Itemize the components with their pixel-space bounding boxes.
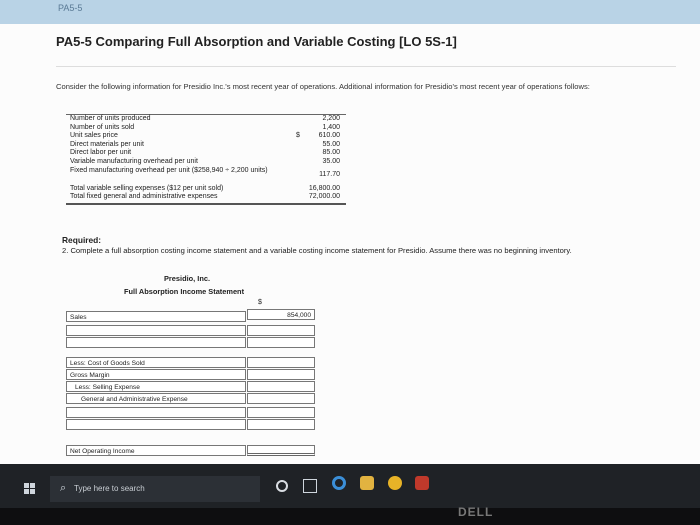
statement-row — [66, 381, 316, 393]
task-view-icon[interactable] — [303, 479, 317, 493]
statement-value-input[interactable] — [247, 393, 315, 404]
row-label: Number of units sold — [70, 123, 135, 131]
row-value: 610.00 — [318, 132, 340, 140]
page-title: PA5-5 Comparing Full Absorption and Variable Costing [LO 5S-1] — [56, 34, 457, 49]
row-label: Fixed manufacturing overhead per unit ($258,940 ÷ 2,200 units) — [70, 166, 268, 174]
statement-row — [66, 393, 316, 405]
sales-value-input[interactable]: 854,000 — [247, 309, 315, 320]
statement-label-input[interactable]: Net Operating Income — [66, 445, 246, 456]
statement-label-input[interactable]: General and Administrative Expense — [66, 393, 246, 404]
statement-label-input[interactable] — [66, 407, 246, 418]
row-label: Direct labor per unit — [70, 149, 132, 157]
row-label: Direct materials per unit — [70, 140, 144, 148]
statement-title: Full Absorption Income Statement — [124, 287, 245, 296]
taskbar-search[interactable] — [50, 476, 260, 502]
row-label: Unit sales price — [70, 132, 118, 140]
row-value: 117.70 — [319, 170, 340, 178]
row-label: Total variable selling expenses ($12 per unit sold) — [70, 184, 224, 192]
chrome-icon[interactable] — [388, 476, 402, 490]
row-value: 1,400 — [322, 123, 340, 131]
statement-label-input[interactable]: Gross Margin — [66, 369, 246, 380]
store-icon[interactable] — [360, 476, 374, 490]
statement-row — [66, 445, 316, 457]
row-value: 85.00 — [322, 149, 340, 157]
row-value: 72,000.00 — [308, 193, 340, 201]
row-value: 16,800.00 — [308, 184, 340, 192]
statement-company: Presidio, Inc. — [164, 274, 211, 283]
statement-row — [66, 357, 316, 369]
table-row — [66, 115, 346, 124]
row-label: Number of units produced — [70, 115, 151, 122]
cortana-icon[interactable] — [276, 480, 288, 492]
statement-value-input[interactable] — [247, 381, 315, 392]
table-row — [66, 193, 346, 202]
statement-label-input[interactable]: Less: Cost of Goods Sold — [66, 357, 246, 368]
browser-topbar — [0, 0, 700, 24]
assignment-page — [0, 24, 700, 464]
taskbar — [0, 464, 700, 508]
statement-value-input[interactable] — [247, 337, 315, 348]
row-value: 55.00 — [322, 140, 340, 148]
statement-row — [66, 337, 316, 349]
statement-value-input[interactable] — [247, 419, 315, 430]
currency-symbol: $ — [258, 299, 262, 306]
row-label: Total fixed general and administrative expenses — [70, 193, 218, 201]
table-row — [66, 167, 346, 185]
monitor-brand-logo: DELL — [458, 505, 494, 519]
search-placeholder: Type here to search — [74, 484, 145, 493]
required-label: Required: — [62, 235, 102, 245]
window-title: PA5-5 — [58, 3, 83, 13]
table-row — [66, 185, 346, 194]
statement-row — [66, 325, 316, 337]
statement-value-input[interactable] — [247, 445, 315, 456]
windows-start-icon[interactable] — [24, 483, 36, 495]
statement-label-input[interactable]: Less: Selling Expense — [66, 381, 246, 392]
statement-value-input[interactable] — [247, 325, 315, 336]
table-bottom-rule — [66, 203, 346, 205]
sales-label-input[interactable] — [66, 311, 246, 322]
question-text: 2. Complete a full absorption costing income statement and a variable costing income statement for Presidio. Assume there was no beginning inventory. — [62, 246, 572, 255]
statement-value-input[interactable] — [247, 407, 315, 418]
table-row — [66, 132, 346, 141]
sales-label-row — [66, 309, 316, 321]
statement-row — [66, 407, 316, 419]
sales-label: Sales — [70, 314, 87, 321]
app-icon[interactable] — [415, 476, 429, 490]
table-row — [66, 149, 346, 158]
statement-value-input[interactable] — [247, 357, 315, 368]
info-table — [66, 115, 346, 202]
table-row — [66, 158, 346, 167]
monitor-bezel — [0, 508, 700, 525]
statement-row — [66, 369, 316, 381]
divider — [56, 66, 676, 67]
row-value: 2,200 — [322, 115, 340, 122]
table-row — [66, 124, 346, 133]
search-icon: ⌕ — [60, 482, 67, 494]
statement-row — [66, 419, 316, 431]
table-row — [66, 141, 346, 150]
row-dollar: $ — [296, 132, 300, 140]
row-value: 35.00 — [322, 157, 340, 165]
statement-label-input[interactable] — [66, 419, 246, 430]
statement-label-input[interactable] — [66, 337, 246, 348]
statement-label-input[interactable] — [66, 325, 246, 336]
row-label: Variable manufacturing overhead per unit — [70, 157, 198, 165]
statement-value-input[interactable] — [247, 369, 315, 380]
edge-icon[interactable] — [332, 476, 346, 490]
intro-text: Consider the following information for Presidio Inc.'s most recent year of operations. Additional information for Presidio's most recent year of operations follows: — [56, 82, 590, 91]
